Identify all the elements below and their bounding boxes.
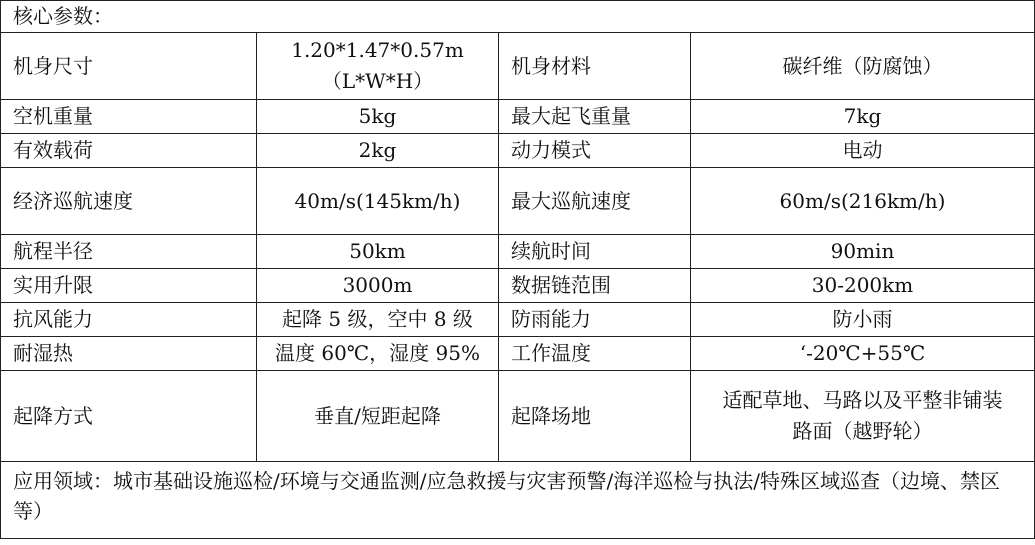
- footer-row: [1, 462, 1035, 539]
- param-value: ‘-20℃+55℃: [691, 337, 1035, 371]
- table-row: [1, 100, 1035, 134]
- value-line: 路面（越野轮）: [792, 419, 933, 443]
- value-line: （L*W*H）: [321, 69, 434, 93]
- param-label: 起降方式: [1, 371, 257, 462]
- param-value: 30-200km: [691, 269, 1035, 303]
- param-label: 机身材料: [499, 33, 691, 100]
- table-row: [1, 303, 1035, 337]
- title-row: [1, 1, 1035, 33]
- param-label: 机身尺寸: [1, 33, 257, 100]
- table-row: [1, 33, 1035, 100]
- table-row: [1, 235, 1035, 269]
- value-line: 1.20*1.47*0.57m: [291, 38, 464, 62]
- table-row: [1, 134, 1035, 168]
- param-label: 空机重量: [1, 100, 257, 134]
- param-label: 防雨能力: [499, 303, 691, 337]
- param-value: 电动: [691, 134, 1035, 168]
- param-value: 起降 5 级，空中 8 级: [257, 303, 499, 337]
- param-value: 垂直/短距起降: [257, 371, 499, 462]
- application-fields: 应用领域：城市基础设施巡检/环境与交通监测/应急救援与灾害预警/海洋巡检与执法/特殊区域巡查（边境、禁区等）: [1, 462, 1035, 539]
- table-row: [1, 269, 1035, 303]
- value-line: 适配草地、马路以及平整非铺装: [722, 388, 1003, 412]
- param-value: [257, 33, 499, 100]
- param-label: 最大巡航速度: [499, 168, 691, 235]
- param-value: 5kg: [257, 100, 499, 134]
- table-row: [1, 371, 1035, 462]
- table-header: 核心参数：: [1, 1, 1035, 33]
- param-label: 起降场地: [499, 371, 691, 462]
- param-label: 抗风能力: [1, 303, 257, 337]
- param-value: 7kg: [691, 100, 1035, 134]
- param-label: 最大起飞重量: [499, 100, 691, 134]
- param-value: 温度 60℃，湿度 95%: [257, 337, 499, 371]
- param-label: 经济巡航速度: [1, 168, 257, 235]
- param-value: 碳纤维（防腐蚀）: [691, 33, 1035, 100]
- param-value: 90min: [691, 235, 1035, 269]
- param-label: 数据链范围: [499, 269, 691, 303]
- param-value: 50km: [257, 235, 499, 269]
- table-row: [1, 337, 1035, 371]
- param-label: 航程半径: [1, 235, 257, 269]
- param-value: 防小雨: [691, 303, 1035, 337]
- param-label: 续航时间: [499, 235, 691, 269]
- param-label: 动力模式: [499, 134, 691, 168]
- param-value: 60m/s(216km/h): [691, 168, 1035, 235]
- param-label: 实用升限: [1, 269, 257, 303]
- param-label: 工作温度: [499, 337, 691, 371]
- param-value: [691, 371, 1035, 462]
- param-value: 3000m: [257, 269, 499, 303]
- param-value: 2kg: [257, 134, 499, 168]
- param-label: 有效载荷: [1, 134, 257, 168]
- table-row: [1, 168, 1035, 235]
- param-value: 40m/s(145km/h): [257, 168, 499, 235]
- param-label: 耐湿热: [1, 337, 257, 371]
